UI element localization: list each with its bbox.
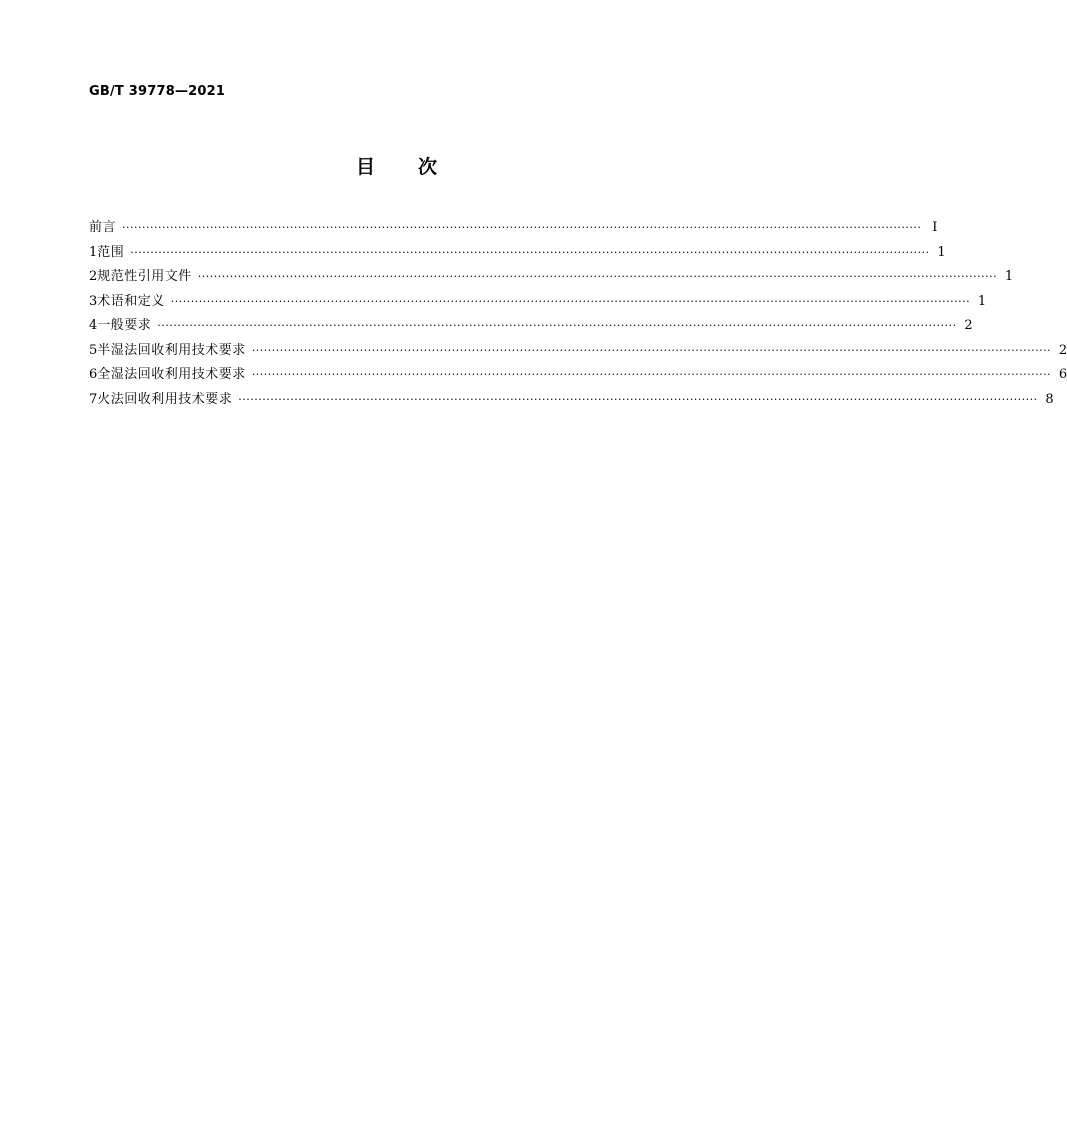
toc-entry-number: 3 [89, 293, 98, 309]
toc-entry-number: 1 [89, 244, 98, 260]
toc-entry-number: 5 [89, 342, 98, 358]
toc-leader-dots: ········································································································································································································ [157, 319, 957, 332]
standard-number: GB/T 39778—2021 [89, 84, 226, 99]
toc-entry-label: 范围 [97, 244, 125, 260]
toc-leader-dots: ········································································································································································································ [122, 221, 922, 234]
toc-entry-number: 6 [89, 367, 98, 382]
toc-entry-page: 8 [1045, 391, 1054, 407]
toc-entry-1[interactable] [89, 241, 946, 266]
toc-entry-page: 1 [937, 244, 946, 260]
toc-entry-foreword[interactable] [89, 216, 938, 241]
toc-entry-5[interactable] [89, 339, 1067, 364]
toc-entry-page: 2 [964, 318, 973, 333]
toc-entry-2[interactable] [89, 265, 1014, 290]
toc-entry-number: 4 [89, 318, 98, 333]
toc-title-part1: 目 [355, 156, 376, 178]
toc-entry-label: 火法回收利用技术要求 [97, 391, 233, 407]
toc-entry-page: 1 [1004, 269, 1014, 284]
toc-leader-dots: ········································································································································································································ [170, 294, 971, 308]
toc-entry-label: 规范性引用文件 [97, 269, 192, 284]
toc-entry-label: 术语和定义 [97, 293, 165, 309]
toc-leader-dots: ········································································································································································································ [251, 368, 1052, 381]
toc-entry-label: 全湿法回收利用技术要求 [97, 367, 246, 382]
toc-entry-number: 7 [89, 391, 98, 407]
toc-entry-label: 前言 [89, 220, 117, 235]
toc-title [0, 152, 794, 179]
toc-entry-3[interactable] [89, 290, 987, 315]
toc-entry-label: 一般要求 [97, 318, 152, 333]
toc-leader-dots: ········································································································································································································ [197, 270, 998, 283]
table-of-contents [89, 216, 1067, 412]
toc-leader-dots: ········································································································································································································ [130, 245, 930, 259]
toc-entry-page: Ⅰ [932, 220, 938, 235]
toc-entry-7[interactable] [89, 388, 1054, 413]
toc-title-part2: 次 [418, 156, 439, 178]
toc-entry-4[interactable] [89, 314, 973, 339]
toc-entry-number: 2 [89, 269, 98, 284]
toc-entry-6[interactable] [89, 363, 1067, 388]
toc-leader-dots: ········································································································································································································ [251, 343, 1052, 357]
toc-entry-page: 2 [1058, 342, 1067, 358]
toc-entry-page: 1 [977, 293, 987, 309]
toc-entry-page: 6 [1058, 367, 1067, 382]
toc-leader-dots: ········································································································································································································ [238, 392, 1038, 406]
toc-entry-label: 半湿法回收利用技术要求 [97, 342, 246, 358]
